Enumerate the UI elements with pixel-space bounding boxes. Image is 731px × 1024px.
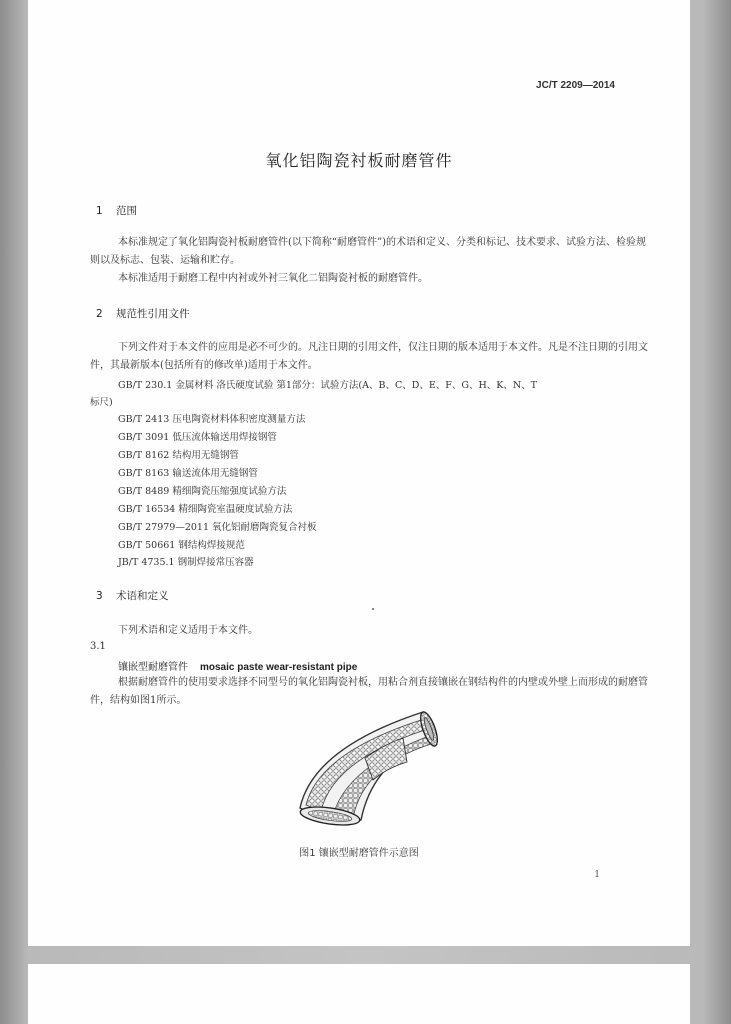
section-3-heading [96,588,169,603]
figure-caption: 图1 镶嵌型耐磨管件示意图 [299,848,419,859]
term-english: mosaic paste wear-resistant pipe [200,662,358,673]
reference-item: GB/T 50661 钢结构焊接规范 [118,540,245,551]
term-number: 3.1 [90,641,106,652]
reference-item: GB/T 8163 输送流体用无缝钢管 [118,468,258,479]
section-number: 3 [96,590,103,602]
document-page [28,0,690,946]
scope-paragraph-2: 本标准适用于耐磨工程中内衬或外衬三氧化二铝陶瓷衬板的耐磨管件。 [118,273,428,284]
elbow-pipe-figure [273,708,443,828]
standard-number: JC/T 2209—2014 [536,80,615,91]
section-1-heading [96,203,137,218]
section-title: 范围 [116,205,137,217]
reference-item: GB/T 230.1 金属材料 洛氏硬度试验 第1部分：试验方法(A、B、C、D、E、F、G、H、K、N、T [118,380,538,391]
reference-item-continuation: 标尺) [90,397,113,408]
section-number: 2 [96,308,103,320]
references-intro: 下列文件对于本文件的应用是必不可少的。凡注日期的引用文件，仅注日期的版本适用于本文件。凡是不注日期的引用文件，其最新版本(包括所有的修改单)适用于本文件。 [90,342,648,371]
section-number: 1 [96,205,103,217]
reference-item: GB/T 8489 精细陶瓷压缩强度试验方法 [118,486,287,497]
scope-paragraph-1: 本标准规定了氧化铝陶瓷衬板耐磨管件(以下简称“耐磨管件”)的术语和定义、分类和标记、技术要求、试验方法、检验规则以及标志、包装、运输和贮存。 [90,237,647,266]
section-2-heading [96,306,190,321]
term-heading [118,658,357,673]
elbow-pipe-drawing [273,708,443,828]
section-title: 规范性引用文件 [116,308,190,320]
reference-item: JB/T 4735.1 钢制焊接常压容器 [118,557,254,568]
page-number: 1 [594,870,600,880]
terms-intro: 下列术语和定义适用于本文件。 [118,625,258,636]
next-page-preview [28,964,690,1024]
term-definition: 根据耐磨管件的使用要求选择不同型号的氧化铝陶瓷衬板，用粘合剂直接镶嵌在钢结构件的内壁或外壁上而形成的耐磨管件，结构如图1所示。 [90,677,648,706]
scan-speck [372,608,374,610]
reference-item: GB/T 8162 结构用无缝钢管 [118,450,239,461]
reference-item: GB/T 16534 精细陶瓷室温硬度试验方法 [118,504,293,515]
document-title: 氧化铝陶瓷衬板耐磨管件 [265,151,453,170]
reference-item: GB/T 3091 低压流体输送用焊接钢管 [118,432,277,443]
section-title: 术语和定义 [116,590,169,602]
term-chinese: 镶嵌型耐磨管件 [118,662,188,673]
reference-item: GB/T 27979—2011 氧化铝耐磨陶瓷复合衬板 [118,522,317,533]
reference-item: GB/T 2413 压电陶瓷材料体积密度测量方法 [118,414,306,425]
